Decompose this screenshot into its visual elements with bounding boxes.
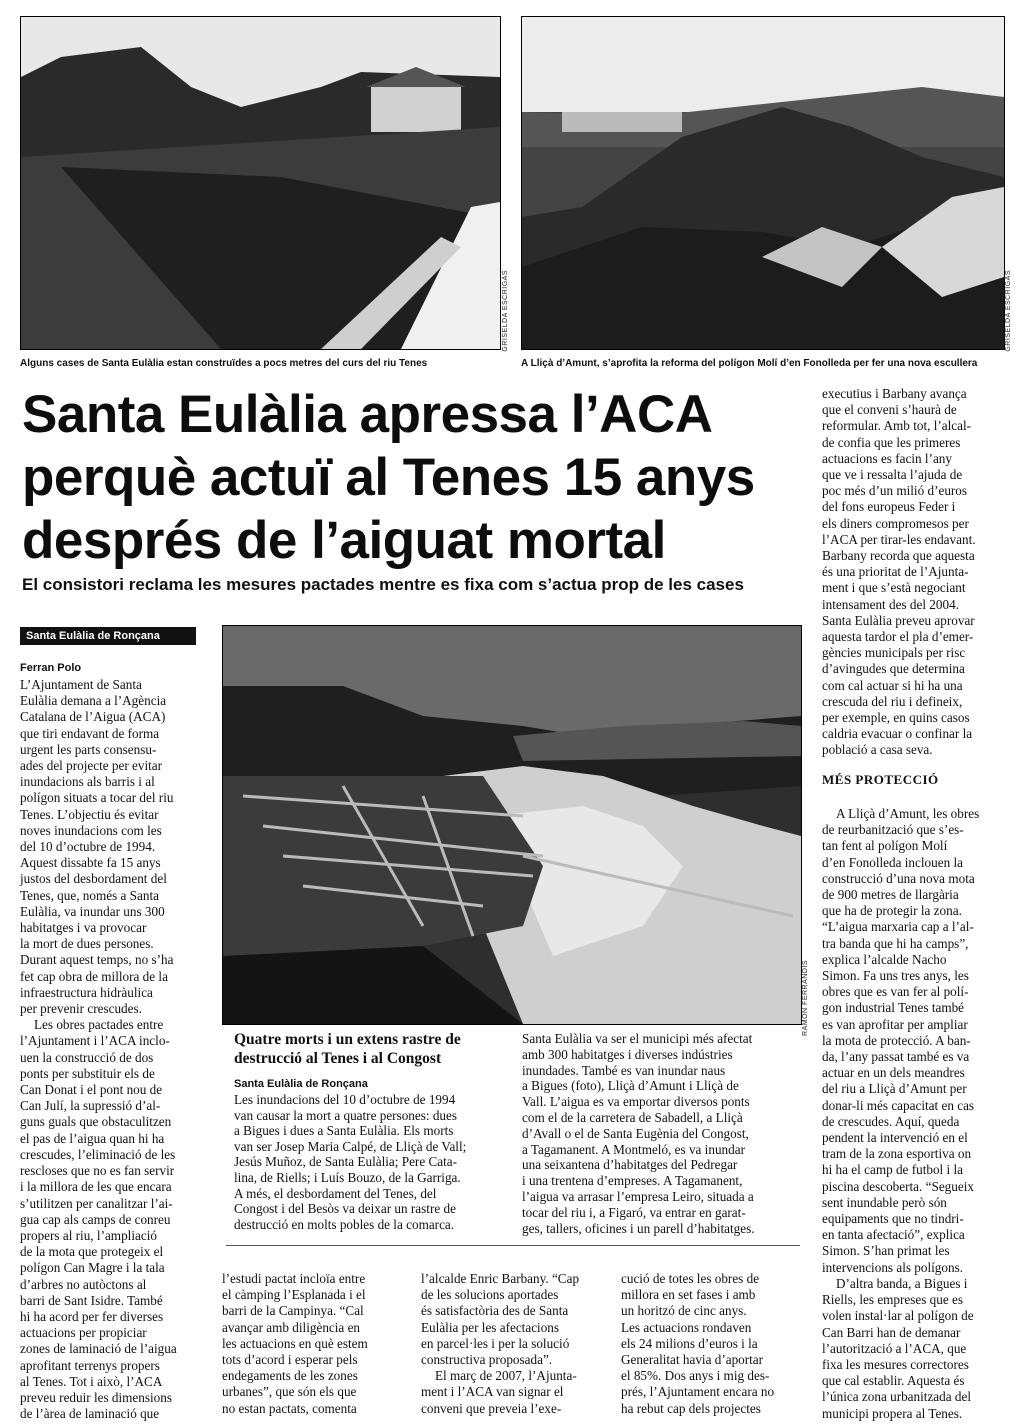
photo-credit-top-right: GRISELDA ESCRIGAS [1005, 270, 1012, 352]
text-line: s’utilitzen per canalitzar l’ai- [20, 1195, 173, 1211]
text-line: Can Donat i el pont nou de [20, 1082, 163, 1098]
text-line: executius i Barbany avança [822, 386, 967, 401]
text-line: A Lliçà d’Amunt, les obres [836, 806, 980, 821]
text-line: i una trentena d’empreses. A Tagamanent, [522, 1173, 743, 1189]
text-line: no estan pactats, comenta [222, 1400, 357, 1416]
text-line: equipaments que no tindri- [822, 1211, 964, 1227]
text-line: de la mota que protegeix el [20, 1244, 164, 1260]
text-line: urgent les parts consensu- [20, 741, 157, 757]
text-line: cució de totes les obres de [621, 1271, 760, 1286]
text-line: aprofitant terrenys propers [20, 1357, 160, 1373]
text-line: D’altra banda, a Bigues i [836, 1275, 968, 1291]
text-line: com cal actuar si hi ha una [822, 677, 963, 693]
text-line: en tanta afectació”, explica [822, 1227, 965, 1243]
text-line: L’Ajuntament de Santa [20, 677, 142, 692]
text-line: piscina descoberta. “Segueix [822, 1178, 974, 1194]
text-line: una seixantena d’habitatges del Pedregar [522, 1157, 738, 1173]
text-line: tra banda que hi ha camps”, [822, 935, 969, 951]
text-line: millora en set fases i amb [621, 1287, 756, 1303]
text-line: a Bigues i dues a Santa Eulàlia. Els morts [234, 1123, 454, 1139]
text-line: actuar en un dels meandres [822, 1065, 965, 1081]
text-line: que tiri endavant de forma [20, 725, 160, 741]
text-line: municipi propera al Tenes. [822, 1405, 963, 1421]
sidebar-box-text-left [234, 1092, 514, 1232]
text-line: intervencions als polígons. [822, 1259, 964, 1275]
text-line: de reurbanització que s’es- [822, 822, 964, 838]
photo-caption-top-right: A Lliçà d’Amunt, s’aprofita la reforma del polígon Molí d’en Fonolleda per fer una nova escullera [521, 358, 978, 369]
text-line: a Tagamanent. A Montmeló, es va inundar [522, 1141, 745, 1157]
text-line: del fons europeus Feder i [822, 499, 956, 515]
text-line: la mort de dues persones. [20, 936, 154, 952]
byline: Ferran Polo [20, 662, 82, 674]
text-line: l’alcalde Enric Barbany. “Cap [421, 1271, 580, 1286]
text-line: en parcel·les i per la solució [421, 1335, 570, 1351]
text-line: hi ha acord per fer diverses [20, 1308, 164, 1324]
text-line: guns guals que obstaculitzen [20, 1114, 172, 1130]
photo-credit-top-left: GRISELDA ESCRIGAS [502, 270, 509, 352]
text-line: avançar amb diligència en [222, 1319, 361, 1335]
text-line: que cal establir. Aquesta és [822, 1373, 965, 1389]
text-line: d’arbres no autòctons al [20, 1276, 147, 1292]
text-line: de crescudes. Aquí, queda [822, 1113, 960, 1129]
text-line: l’aigua va arrasar l’empresa Leiro, situada a [522, 1188, 754, 1204]
photo-caption-top-left: Alguns cases de Santa Eulàlia estan construïdes a pocs metres del curs del riu Tenes [20, 358, 428, 369]
text-line: ment i l’ACA van signar el [421, 1384, 564, 1400]
text-line: urbanes”, que són els que [222, 1384, 357, 1400]
text-line: Simon. S’han primat les [822, 1243, 950, 1259]
text-line: El març de 2007, l’Ajunta- [435, 1368, 577, 1384]
text-line: l’única zona urbanitzada del [822, 1389, 972, 1405]
text-line: de l’àrea de laminació que [20, 1406, 160, 1422]
headline-line-1: Santa Eulàlia apressa l’ACA [22, 385, 713, 444]
text-line: aquesta tardor el pla d’emer- [822, 629, 974, 645]
photo-flood-debris [222, 625, 802, 1025]
section-subtitle: MÉS PROTECCIÓ [822, 772, 939, 787]
text-line: de 900 metres de llargària [822, 887, 959, 903]
text-line: habitatges i va provocar [20, 920, 147, 936]
text-line: explica l’alcalde Nacho [822, 951, 947, 967]
text-line: d’avingudes que determina [822, 661, 965, 677]
text-line: Jesús Muñoz, de Santa Eulàlia; Pere Cata- [234, 1154, 458, 1170]
text-line: Generalitat havia d’aportar [621, 1352, 764, 1368]
photo-houses-near-river [20, 16, 501, 350]
text-line: el 85%. Dos anys i mig des- [621, 1368, 770, 1384]
text-line: tocar del riu i, a Figaró, va entrar en garat- [522, 1204, 746, 1220]
text-line: crescudes, l’eliminació de les [20, 1146, 176, 1162]
photo-new-breakwater [521, 16, 1005, 350]
text-line: Eulàlia per les afectacions [421, 1319, 560, 1335]
text-line: la mota de protecció. A ban- [822, 1032, 971, 1048]
text-line: Can Barri han de demanar [822, 1324, 961, 1340]
text-line: de les solucions aportades [421, 1287, 559, 1303]
article-column-5-top [822, 386, 1022, 759]
text-line: Les obres pactades entre [34, 1017, 164, 1033]
article-column-3 [421, 1271, 616, 1417]
text-line: Catalana de l’Aigua (ACA) [20, 709, 166, 725]
text-line: ponts per substituir els de [20, 1065, 155, 1081]
text-line: Les actuacions rondaven [621, 1319, 752, 1335]
text-line: construcció d’una nova mota [822, 870, 975, 886]
text-line: les actuacions en què estem [222, 1335, 368, 1351]
text-line: Congost i del Besòs va deixar un rastre de [234, 1201, 456, 1217]
text-line: els 24 milions d’euros i la [621, 1335, 758, 1351]
text-line: el pas de l’aigua quan hi ha [20, 1130, 165, 1146]
text-line: Can Julí, la supressió d’al- [20, 1098, 161, 1114]
text-line: que ha de protegir la zona. [822, 903, 962, 919]
text-line: gua cap als camps de conreu [20, 1211, 171, 1227]
sidebar-box-text-right [522, 1031, 800, 1236]
text-line: gències municipals per risc [822, 645, 966, 661]
text-line: actuacions per propiciar [20, 1325, 147, 1341]
text-line: inundades. També es van inundar naus [522, 1062, 726, 1078]
text-line: de confia que les primeres [822, 434, 961, 450]
text-line: volen instal·lar al polígon de [822, 1308, 974, 1324]
text-line: Eulàlia, va inundar uns 300 [20, 903, 165, 919]
text-line: que el conveni s’haurà de [822, 402, 957, 418]
text-line: Les inundacions del 10 d’octubre de 1994 [234, 1092, 456, 1107]
subhead: El consistori reclama les mesures pactades mentre es fixa com s’actua prop de les cases [22, 575, 744, 594]
photo-credit-center: RAMON FERRANDIS [802, 960, 809, 1036]
text-line: Aquest dissabte fa 15 anys [20, 855, 161, 871]
text-line: per exemple, en quins casos [822, 710, 970, 726]
text-line: justos del desbordament del [20, 871, 167, 887]
text-line: fet cap obra de millora de la [20, 968, 168, 984]
text-line: Santa Eulàlia va ser el municipi més afectat [522, 1031, 753, 1046]
text-line: propers al riu, l’ampliació [20, 1227, 157, 1243]
text-line: sent inundable però són [822, 1194, 947, 1210]
sidebar-box-tag: Santa Eulàlia de Ronçana [234, 1078, 368, 1090]
text-line: conveni que preveia l’exe- [421, 1400, 562, 1416]
text-line: l’autorització a l’ACA, que [822, 1340, 967, 1356]
sidebar-box-title [234, 1030, 514, 1068]
text-line: zones de laminació de l’aigua [20, 1341, 177, 1357]
text-line: barri de la Campinya. “Cal [222, 1303, 364, 1319]
text-line: gon industrial Tenes també [822, 1000, 965, 1016]
text-line: inundacions als barris i al [20, 774, 155, 790]
text-line: polígon situats a tocar del riu [20, 790, 174, 806]
text-line: d’en Fonolleda inclouen la [822, 854, 963, 870]
text-line: Durant aquest temps, no s’ha [20, 952, 174, 968]
text-line: un horitzó de cinc anys. [621, 1303, 747, 1319]
text-line: caldria evacuar o confinar la [822, 726, 973, 742]
text-line: endegaments de les zones [222, 1368, 358, 1384]
text-line: Vall. L’aigua es va emportar diversos ponts [522, 1094, 750, 1110]
section-tag: Santa Eulàlia de Ronçana [20, 627, 196, 645]
text-line: Tenes. L’objectiu és evitar [20, 806, 159, 822]
text-line: destrucció en molts pobles de la comarca. [234, 1216, 455, 1232]
text-line: noves inundacions com les [20, 822, 162, 838]
text-line: el càmping l’Esplanada i el [222, 1287, 366, 1303]
text-line: hi ha el camp de futbol i la [822, 1162, 963, 1178]
article-column-4 [621, 1271, 816, 1417]
text-line: “L’aigua marxaria cap a l’al- [822, 919, 974, 935]
text-line: població a casa seva. [822, 742, 933, 758]
text-line: Tenes, que, només a Santa [20, 887, 159, 903]
text-line: infraestructura hidràulica [20, 984, 153, 1000]
text-line: ges, tallers, oficines i un parell d’habitatges. [522, 1220, 755, 1236]
text-line: preveu reduir les dimensions [20, 1389, 172, 1405]
text-line: donar-li més capacitat en cas [822, 1097, 975, 1113]
text-line: al Tenes. Tot i això, l’ACA [20, 1373, 163, 1389]
text-line: ment i que s’està negociant [822, 580, 966, 596]
text-line: tots d’acord i esperar pels [222, 1352, 358, 1368]
text-line: A més, el desbordament del Tenes, del [234, 1185, 437, 1201]
text-line: l’Ajuntament i l’ACA inclo- [20, 1033, 170, 1049]
text-line: Eulàlia demana a l’Agència [20, 693, 167, 709]
text-line: tram de la zona esportiva on [822, 1146, 972, 1162]
text-line: intensament des del 2004. [822, 596, 959, 612]
text-line: ha rebut cap dels projectes [621, 1400, 761, 1416]
article-column-2 [222, 1271, 412, 1417]
text-line: és satisfactòria des de Santa [421, 1303, 569, 1319]
text-line: lina, de Riells; i Luís Bouzo, de la Garriga. [234, 1169, 461, 1185]
article-column-5-bottom [822, 806, 1022, 1422]
text-line: fixa les mesures correctores [822, 1356, 969, 1372]
sidebar-box-title-line-1: Quatre morts i un extens rastre de [234, 1031, 461, 1048]
text-line: els diners compromesos per [822, 515, 969, 531]
text-line: com el de la carretera de Sabadell, a Lliçà [522, 1109, 743, 1125]
text-line: van ser Josep Maria Calpé, de Lliçà de Vall; [234, 1138, 467, 1154]
text-line: l’estudi pactat incloïa entre [222, 1271, 366, 1286]
text-line: Simon. Fa uns tres anys, les [822, 968, 969, 984]
headline [22, 383, 812, 572]
text-line: poc més d’un milió d’euros [822, 483, 968, 499]
text-line: del riu a Lliçà d’Amunt per [822, 1081, 967, 1097]
text-line: Santa Eulàlia preveu aprovar [822, 612, 975, 628]
text-line: d’Avall o el de Santa Eugènia del Congost, [522, 1125, 749, 1141]
text-line: a Bigues (foto), Lliçà d’Amunt i Lliçà de [522, 1078, 739, 1094]
text-line: tan fent al polígon Molí [822, 838, 948, 854]
text-line: es van aprofitar per ampliar [822, 1016, 968, 1032]
article-column-1 [20, 677, 220, 1422]
text-line: amb 300 habitatges i diverses indústries [522, 1046, 733, 1062]
text-line: rescloses que no es fan servir [20, 1163, 175, 1179]
text-line: obres que es van fer al polí- [822, 984, 969, 1000]
text-line: reformular. Amb tot, l’alcal- [822, 418, 972, 434]
text-line: del 10 d’octubre de 1994. [20, 839, 156, 855]
text-line: Riells, les empreses que es [822, 1292, 963, 1308]
text-line: Barbany recorda que aquesta [822, 548, 975, 564]
text-line: ades del projecte per evitar [20, 758, 163, 774]
text-line: polígon Can Magre i la tala [20, 1260, 165, 1276]
text-line: és una prioritat de l’Ajunta- [822, 564, 969, 580]
text-line: que ve i ressalta l’ajuda de [822, 467, 963, 483]
headline-line-3: després de l’aiguat mortal [22, 511, 666, 570]
text-line: actuacions es facin l’any [822, 450, 952, 466]
text-line: i la millora de les que encara [20, 1179, 172, 1195]
text-line: crescuda del riu i defineix, [822, 693, 963, 709]
text-line: per prevenir crescudes. [20, 1001, 142, 1017]
text-line: l’ACA per tirar-les endavant. [822, 531, 976, 547]
text-line: prés, l’Ajuntament encara no [621, 1384, 775, 1400]
text-line: da, l’any passat també es va [822, 1049, 970, 1065]
text-line: uen la construcció de dos [20, 1049, 154, 1065]
text-line: constructiva proposada”. [421, 1352, 553, 1368]
text-line: barri de Sant Isidre. També [20, 1292, 163, 1308]
text-line: pendent la intervenció en el [822, 1130, 968, 1146]
headline-line-2: perquè actuï al Tenes 15 anys [22, 448, 755, 507]
sidebar-box-title-line-2: destrucció al Tenes i al Congost [234, 1050, 442, 1067]
text-line: van causar la mort a quatre persones: dues [234, 1107, 458, 1123]
